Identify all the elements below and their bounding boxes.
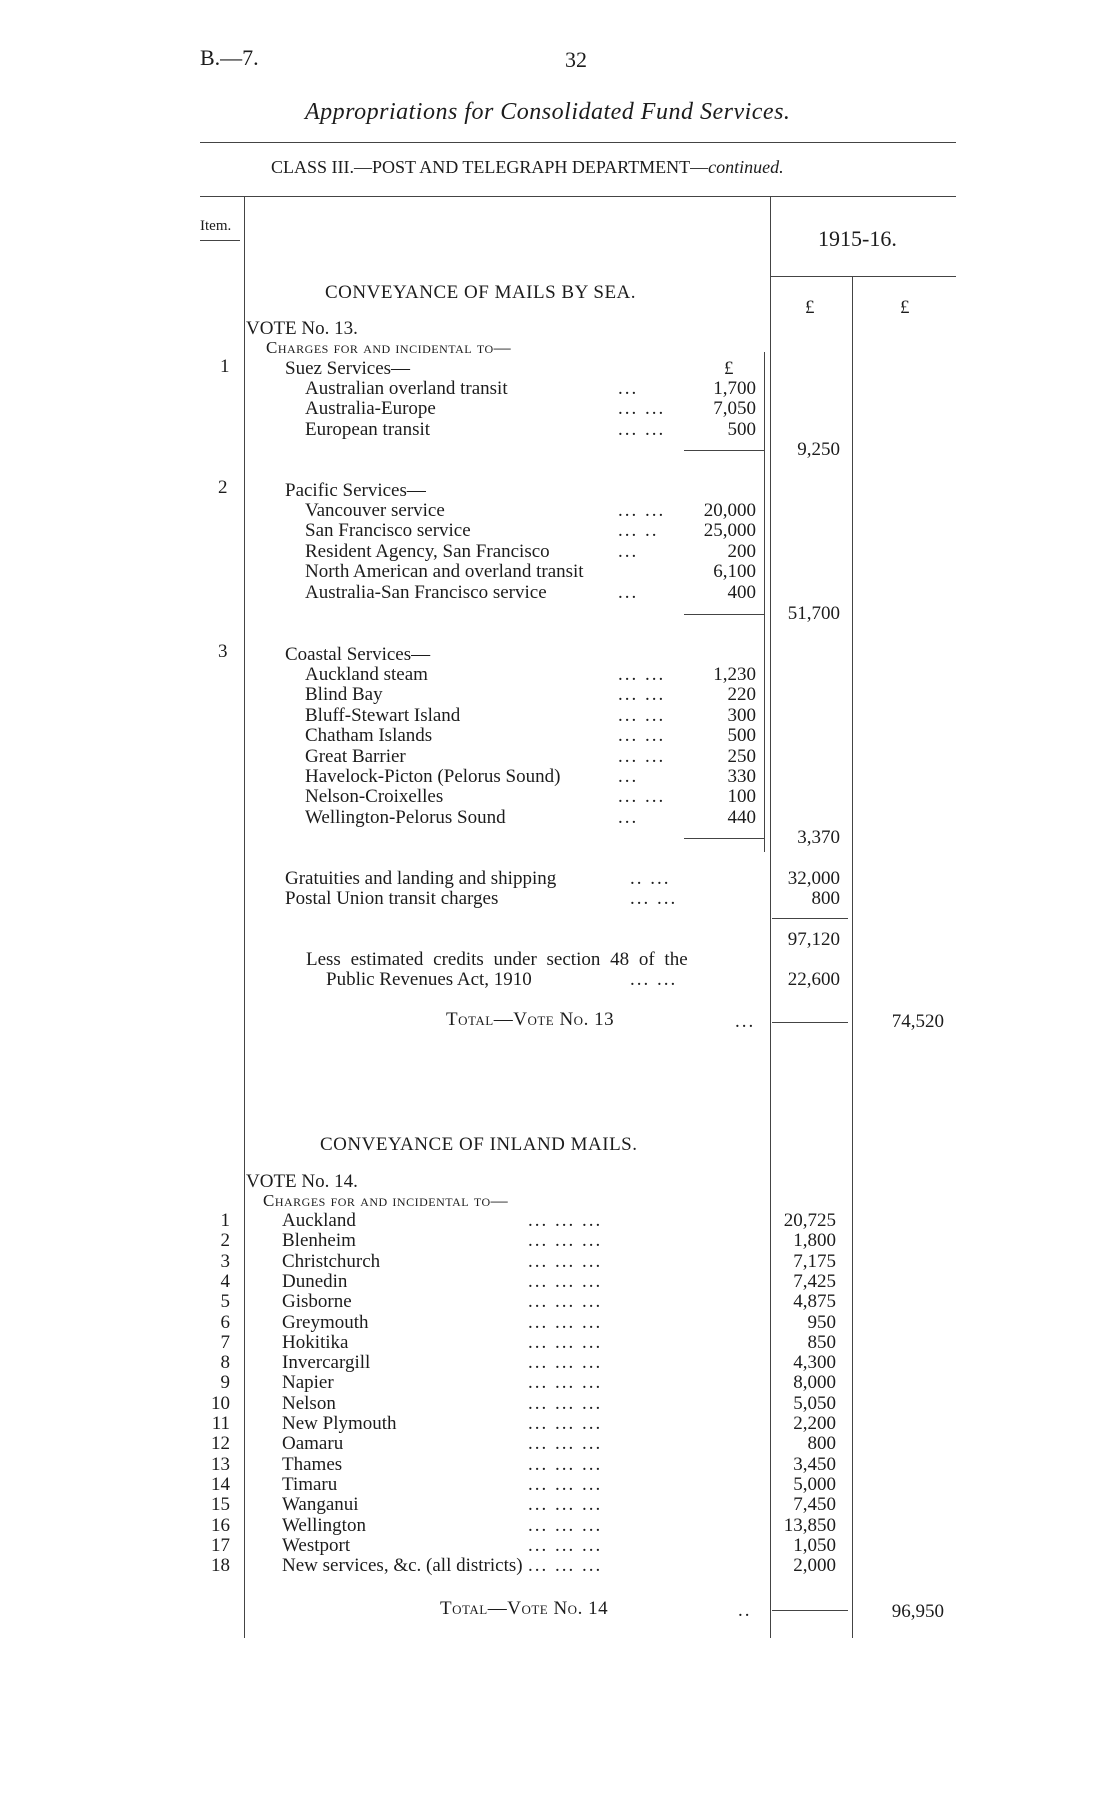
year-header-rule	[770, 276, 956, 277]
pacific-row-label: Vancouver service	[305, 500, 445, 521]
coastal-row-dots: ... ...	[618, 704, 666, 726]
coastal-row-value: 250	[727, 745, 756, 767]
coastal-label: Coastal Services—	[285, 644, 431, 665]
class-heading-main: CLASS III.—POST AND TELEGRAPH DEPARTMENT—	[271, 157, 709, 177]
inland-row-label: Westport	[282, 1534, 351, 1556]
postal-union-value: 800	[811, 888, 840, 909]
inland-row-label: New Plymouth	[282, 1413, 397, 1434]
inland-row-item: 11	[211, 1413, 230, 1434]
inland-row-label: Wellington	[282, 1514, 366, 1536]
coastal-row-dots: ... ...	[618, 725, 666, 747]
inland-row-value: 7,175	[793, 1250, 836, 1272]
inland-row-dots: ... ... ...	[528, 1230, 603, 1252]
gratuities-label: Gratuities and landing and shipping	[285, 868, 557, 889]
inland-row-value: 1,800	[793, 1230, 836, 1252]
inland-row-value: 1,050	[793, 1534, 836, 1556]
postal-union-dots: ... ...	[630, 888, 678, 909]
inland-row-label: Dunedin	[282, 1270, 348, 1292]
coastal-row-dots: ...	[618, 806, 639, 828]
less-credits-line2: Public Revenues Act, 1910	[326, 969, 532, 990]
vote13-charges: Charges for and incidental to—	[266, 338, 512, 357]
suez-row-dots: ... ...	[618, 398, 666, 420]
coastal-row-label: Bluff-Stewart Island	[305, 704, 461, 726]
pacific-row-dots: ...	[618, 581, 639, 603]
coastal-row-value: 440	[727, 806, 756, 828]
inland-row-label: Thames	[282, 1453, 343, 1475]
inland-row-label: Invercargill	[282, 1352, 371, 1374]
coastal-row-label: Auckland steam	[305, 664, 428, 685]
inland-row-dots: ... ... ...	[528, 1392, 603, 1414]
inland-row-label: Oamaru	[282, 1433, 344, 1455]
inland-row-value: 2,000	[793, 1555, 836, 1577]
pacific-row-value: 200	[727, 540, 756, 562]
inland-row-dots: ... ... ...	[528, 1534, 603, 1556]
coastal-row-dots: ... ...	[618, 684, 666, 706]
postal-union-label: Postal Union transit charges	[285, 888, 499, 909]
inland-row-item: 2	[220, 1230, 230, 1252]
inland-row-value: 4,875	[793, 1291, 836, 1313]
vote13-total-rule	[772, 1022, 848, 1023]
inland-row-dots: ... ... ...	[528, 1210, 603, 1231]
title-rule	[200, 142, 956, 143]
suez-subtotal: 9,250	[797, 439, 840, 460]
less-credits-line1: Less estimated credits under section 48 of the	[306, 949, 688, 970]
inland-row-value: 13,850	[783, 1514, 836, 1536]
pacific-row-label: North American and overland transit	[305, 561, 584, 583]
coastal-row-label: Blind Bay	[305, 684, 383, 706]
coastal-rule	[684, 838, 764, 839]
item-column-header: Item.	[200, 218, 232, 234]
pacific-item: 2	[218, 477, 228, 498]
inland-row-value: 3,450	[793, 1453, 836, 1475]
vote14-total-rule	[772, 1610, 848, 1611]
page-ref: B.—7.	[200, 45, 259, 70]
year-column-header: 1915-16.	[818, 226, 897, 251]
inland-row-dots: ... ... ...	[528, 1413, 603, 1434]
inland-row-label: Hokitika	[282, 1331, 349, 1353]
suez-row-label: Australia-Europe	[305, 398, 436, 420]
inland-row-dots: ... ... ...	[528, 1473, 603, 1495]
inland-row-dots: ... ... ...	[528, 1250, 603, 1272]
inland-row-item: 3	[220, 1250, 230, 1272]
pacific-subtotal: 51,700	[787, 603, 840, 624]
suez-item: 1	[220, 356, 230, 377]
vote14-label: VOTE No. 14.	[246, 1171, 358, 1192]
inland-row-dots: ... ... ...	[528, 1494, 603, 1516]
inland-row-value: 20,725	[783, 1210, 836, 1231]
inland-row-value: 4,300	[793, 1352, 836, 1374]
inland-row-label: Greymouth	[282, 1311, 369, 1333]
inland-row-item: 8	[220, 1352, 230, 1374]
coastal-row-dots: ... ...	[618, 745, 666, 767]
coastal-row-label: Wellington-Pelorus Sound	[305, 806, 506, 828]
inland-row-dots: ... ... ...	[528, 1433, 603, 1455]
sum-rule	[772, 918, 848, 919]
pacific-label: Pacific Services—	[285, 480, 426, 501]
inland-row-value: 7,425	[793, 1270, 836, 1292]
inland-row-item: 5	[220, 1291, 230, 1313]
inland-row-label: Christchurch	[282, 1250, 381, 1272]
inland-row-label: New services, &c. (all districts)	[282, 1555, 523, 1577]
vote13-total-label: Total—Vote No. 13	[446, 1009, 615, 1030]
inland-row-dots: ... ... ...	[528, 1514, 603, 1536]
inland-row-label: Gisborne	[282, 1291, 352, 1313]
subamount-rule-sea	[764, 352, 765, 852]
class-heading-continued: continued.	[708, 157, 784, 177]
coastal-row-dots: ... ...	[618, 786, 666, 808]
coastal-row-value: 300	[727, 704, 756, 726]
inland-row-dots: ... ... ...	[528, 1372, 603, 1394]
suez-row-dots: ... ...	[618, 418, 666, 440]
vote14-charges: Charges for and incidental to—	[263, 1191, 509, 1210]
inland-row-item: 12	[211, 1433, 230, 1455]
suez-label: Suez Services—	[285, 358, 411, 379]
inland-row-dots: ... ... ...	[528, 1352, 603, 1374]
inland-row-value: 5,050	[793, 1392, 836, 1414]
coastal-row-value: 220	[727, 684, 756, 706]
inland-row-item: 10	[211, 1392, 230, 1414]
inland-row-label: Auckland	[282, 1210, 356, 1231]
inland-row-value: 950	[807, 1311, 836, 1333]
pacific-rule	[684, 614, 764, 615]
header-rule	[200, 196, 956, 197]
inland-row-value: 7,450	[793, 1494, 836, 1516]
coastal-row-value: 1,230	[713, 664, 756, 685]
vote13-sum: 97,120	[787, 929, 840, 950]
inland-row-label: Wanganui	[282, 1494, 359, 1516]
coastal-row-dots: ...	[618, 766, 639, 787]
vote13-label: VOTE No. 13.	[246, 318, 358, 339]
pound-sign-right: £	[900, 297, 910, 318]
pacific-row-label: San Francisco service	[305, 520, 471, 542]
inland-row-dots: ... ... ...	[528, 1270, 603, 1292]
coastal-row-label: Nelson-Croixelles	[305, 786, 444, 808]
coastal-row-label: Chatham Islands	[305, 725, 433, 747]
vote14-total-label: Total—Vote No. 14	[440, 1598, 609, 1619]
inland-row-value: 800	[807, 1433, 836, 1455]
pacific-row-label: Australia-San Francisco service	[305, 581, 547, 603]
pacific-row-value: 25,000	[703, 520, 756, 542]
inland-row-item: 7	[220, 1331, 230, 1353]
vote14-total-value: 96,950	[891, 1601, 944, 1622]
suez-row-dots: ...	[618, 378, 639, 399]
gratuities-dots: .. ...	[630, 868, 671, 889]
pacific-row-value: 400	[727, 581, 756, 603]
inland-row-label: Napier	[282, 1372, 334, 1394]
pacific-row-dots: ... ...	[618, 500, 666, 521]
inland-row-item: 1	[220, 1210, 230, 1231]
pacific-row-dots: ... ..	[618, 520, 659, 542]
inland-row-dots: ... ... ...	[528, 1331, 603, 1353]
vote13-total-value: 74,520	[891, 1011, 944, 1032]
suez-row-value: 7,050	[713, 398, 756, 420]
coastal-row-dots: ... ...	[618, 664, 666, 685]
vote14-total-dots: ..	[738, 1600, 752, 1621]
inland-row-dots: ... ... ...	[528, 1555, 603, 1577]
item-column-rule	[244, 196, 245, 1638]
inland-row-item: 6	[220, 1311, 230, 1333]
suez-row-value: 500	[727, 418, 756, 440]
inland-mails-heading: CONVEYANCE OF INLAND MAILS.	[320, 1134, 638, 1155]
amount-column-rule-2	[852, 276, 853, 1638]
pacific-row-value: 6,100	[713, 561, 756, 583]
inland-row-dots: ... ... ...	[528, 1311, 603, 1333]
coastal-item: 3	[218, 641, 228, 662]
coastal-row-value: 330	[727, 766, 756, 787]
inland-row-value: 2,200	[793, 1413, 836, 1434]
class-heading	[271, 157, 784, 177]
inland-row-dots: ... ... ...	[528, 1291, 603, 1313]
coastal-row-label: Great Barrier	[305, 745, 406, 767]
suez-row-label: European transit	[305, 418, 431, 440]
inland-row-label: Blenheim	[282, 1230, 356, 1252]
page-number: 32	[565, 47, 587, 72]
inland-row-item: 4	[220, 1270, 230, 1292]
inland-row-item: 17	[211, 1534, 230, 1556]
gratuities-value: 32,000	[787, 868, 840, 889]
inland-row-item: 14	[211, 1473, 230, 1495]
vote13-total-dots: ...	[735, 1011, 756, 1032]
suez-row-value: 1,700	[713, 378, 756, 399]
coastal-row-label: Havelock-Picton (Pelorus Sound)	[305, 766, 561, 787]
inland-row-item: 9	[220, 1372, 230, 1394]
inland-row-item: 16	[211, 1514, 230, 1536]
inland-row-value: 5,000	[793, 1473, 836, 1495]
inland-row-label: Timaru	[282, 1473, 338, 1495]
sea-mails-heading: CONVEYANCE OF MAILS BY SEA.	[325, 282, 637, 303]
pound-sign-left: £	[805, 297, 815, 318]
page-title: Appropriations for Consolidated Fund Services.	[305, 99, 791, 125]
inland-row-item: 13	[211, 1453, 230, 1475]
inland-row-value: 8,000	[793, 1372, 836, 1394]
coastal-subtotal: 3,370	[797, 827, 840, 848]
suez-pound: £	[724, 358, 734, 379]
pacific-row-label: Resident Agency, San Francisco	[305, 540, 550, 562]
less-credits-dots: ... ...	[630, 969, 678, 990]
suez-row-label: Australian overland transit	[305, 378, 508, 399]
item-header-underline	[200, 240, 240, 241]
coastal-row-value: 100	[727, 786, 756, 808]
pacific-row-value: 20,000	[703, 500, 756, 521]
inland-row-label: Nelson	[282, 1392, 336, 1414]
inland-row-item: 15	[211, 1494, 230, 1516]
less-credits-value: 22,600	[787, 969, 840, 990]
pacific-row-dots: ...	[618, 540, 639, 562]
suez-rule	[684, 450, 764, 451]
coastal-row-value: 500	[727, 725, 756, 747]
inland-row-dots: ... ... ...	[528, 1453, 603, 1475]
inland-row-value: 850	[807, 1331, 836, 1353]
inland-row-item: 18	[211, 1555, 230, 1577]
